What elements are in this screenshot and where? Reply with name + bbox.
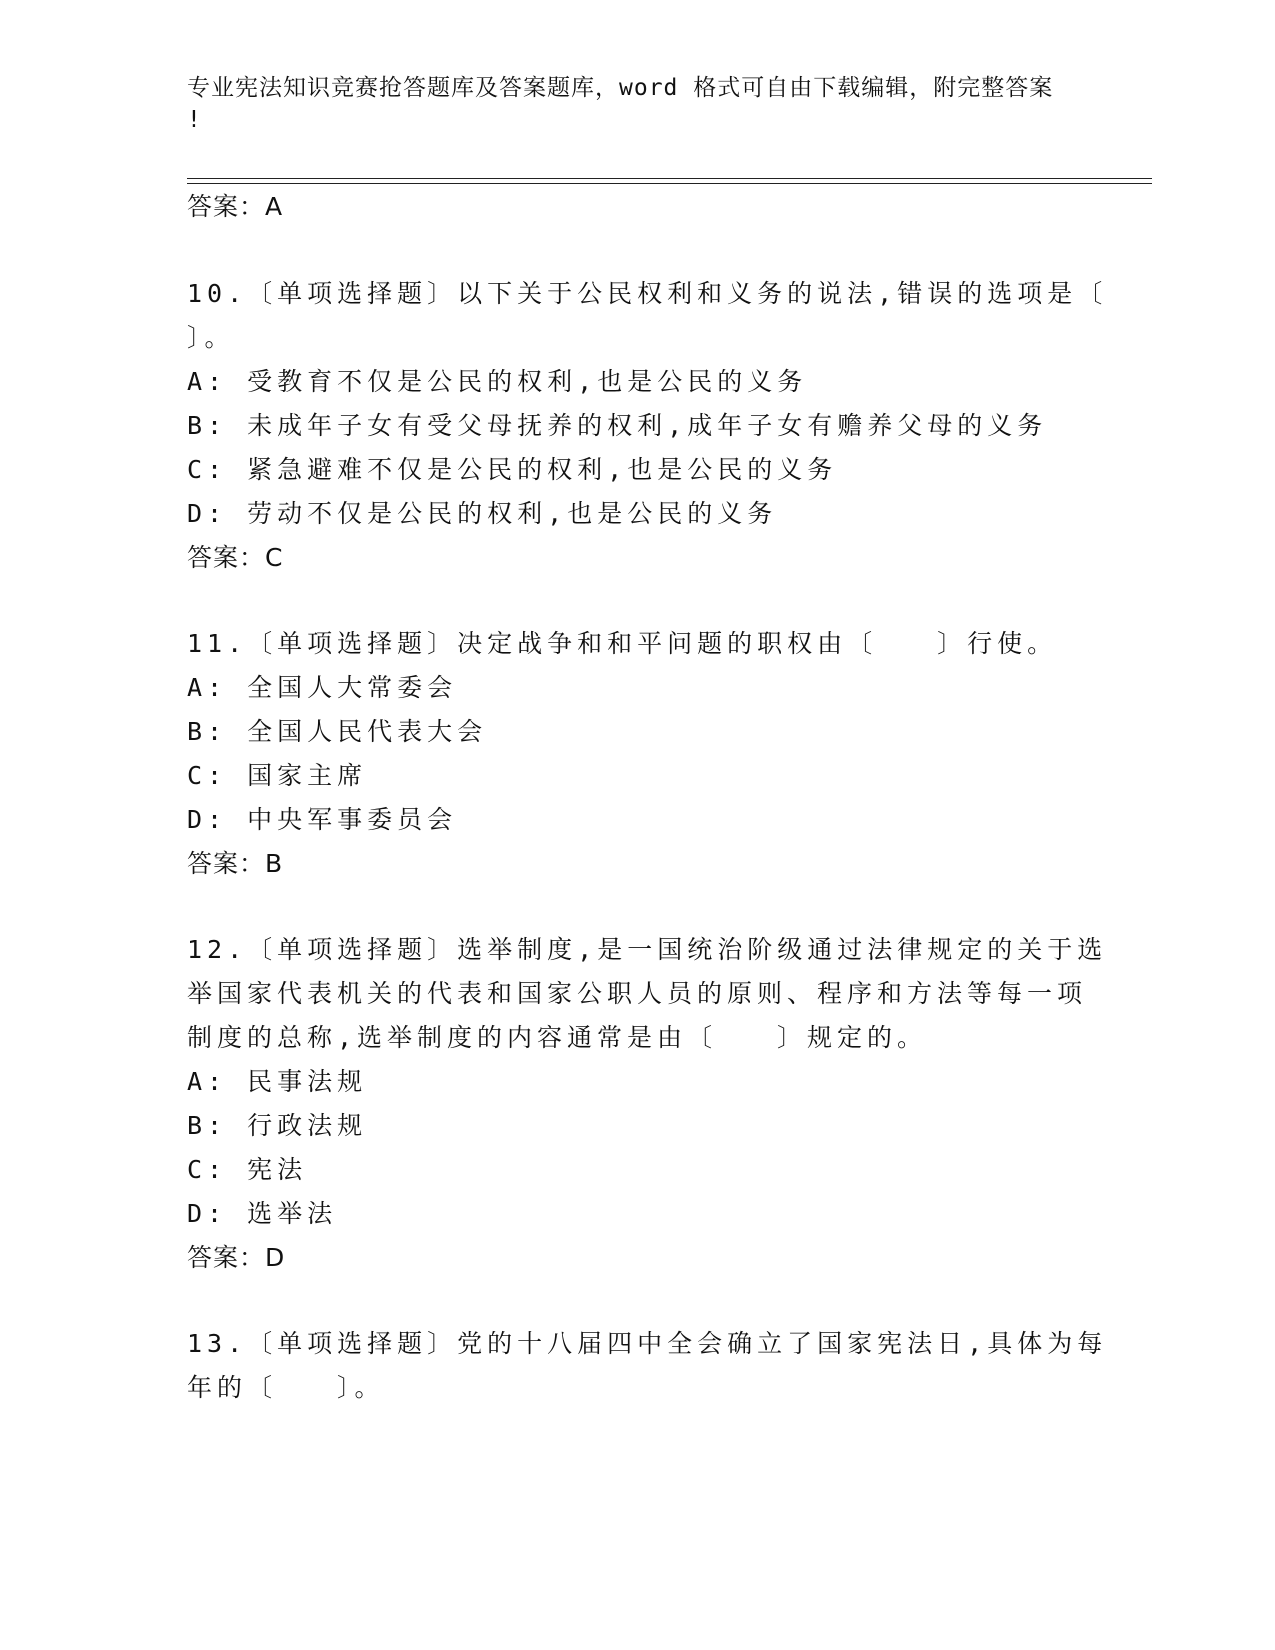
- header-divider-secondary: [187, 183, 1152, 184]
- question-12-option-b: B: 行政法规: [187, 1111, 368, 1140]
- question-10-option-d: D: 劳动不仅是公民的权利,也是公民的义务: [187, 499, 778, 528]
- question-10-text-line-2: 〕。: [187, 323, 235, 352]
- question-11-option-c: C: 国家主席: [187, 761, 368, 790]
- answer-q10: 答案：C: [187, 543, 284, 572]
- question-13-text-line-2: 年的〔 〕。: [187, 1373, 385, 1402]
- question-12-option-a: A: 民事法规: [187, 1067, 368, 1096]
- question-11-option-b: B: 全国人民代表大会: [187, 717, 488, 746]
- answer-q9: 答案：A: [187, 192, 284, 221]
- header-line-1: 专业宪法知识竞赛抢答题库及答案题库，word 格式可自由下载编辑，附完整答案: [187, 75, 1054, 101]
- page-header: [187, 72, 1067, 136]
- question-12-option-d: D: 选举法: [187, 1199, 338, 1228]
- question-12-text-line-1: 12.〔单项选择题〕选举制度,是一国统治阶级通过法律规定的关于选: [187, 935, 1108, 964]
- header-divider: [187, 178, 1152, 179]
- question-11-text-line-1: 11.〔单项选择题〕决定战争和和平问题的职权由〔 〕行使。: [187, 629, 1058, 658]
- question-11-option-d: D: 中央军事委员会: [187, 805, 458, 834]
- question-10-option-c: C: 紧急避难不仅是公民的权利,也是公民的义务: [187, 455, 838, 484]
- header-line-2: !: [187, 107, 202, 133]
- question-12-option-c: C: 宪法: [187, 1155, 308, 1184]
- answer-q12: 答案：D: [187, 1243, 286, 1272]
- answer-q11: 答案：B: [187, 849, 284, 878]
- question-12-text-line-3: 制度的总称,选举制度的内容通常是由〔 〕规定的。: [187, 1023, 928, 1052]
- question-11-option-a: A: 全国人大常委会: [187, 673, 458, 702]
- question-10-option-a: A: 受教育不仅是公民的权利,也是公民的义务: [187, 367, 808, 396]
- question-10-text-line-1: 10.〔单项选择题〕以下关于公民权利和义务的说法,错误的选项是〔: [187, 279, 1108, 308]
- question-12-text-line-2: 举国家代表机关的代表和国家公职人员的原则、程序和方法等每一项: [187, 979, 1088, 1008]
- question-13-text-line-1: 13.〔单项选择题〕党的十八届四中全会确立了国家宪法日,具体为每: [187, 1329, 1108, 1358]
- question-10-option-b: B: 未成年子女有受父母抚养的权利,成年子女有赡养父母的义务: [187, 411, 1048, 440]
